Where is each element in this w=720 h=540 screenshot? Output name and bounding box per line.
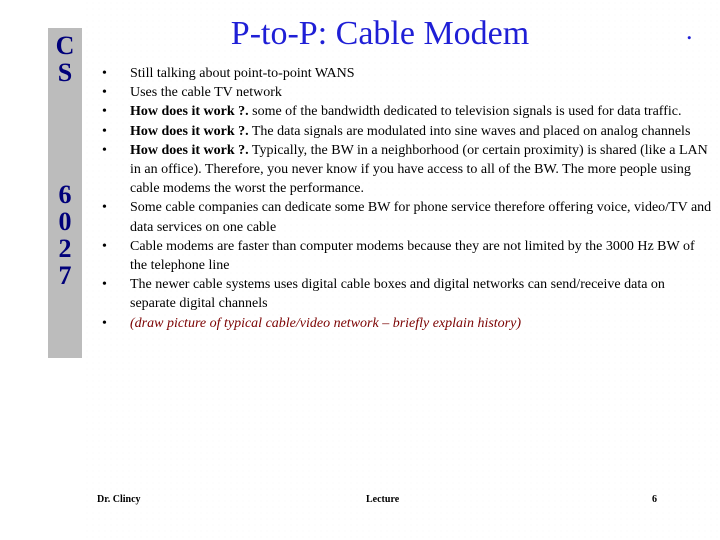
bullet-icon: •: [102, 66, 107, 81]
bullet-icon: •: [102, 104, 107, 120]
slide-title: P-to-P: Cable Modem: [230, 15, 530, 52]
bullet-text: The newer cable systems uses digital cable boxes and digital networks can send/receive data on separate digital channels: [130, 277, 665, 312]
bullet-item: [96, 83, 714, 102]
course-digit: 7: [58, 261, 72, 290]
course-digit: 2: [58, 234, 72, 263]
bullet-lead: How does it work ?.: [130, 104, 249, 120]
bullet-text: Still talking about point-to-point WANS: [130, 66, 355, 81]
bullet-text: Cable modems are faster than computer modems because they are not limited by the 3000 Hz BW of the telephone line: [130, 238, 695, 274]
bullet-text: The data signals are modulated into sine waves and placed on analog channels: [248, 123, 691, 139]
course-letter: C: [55, 31, 75, 60]
bullet-text: (draw picture of typical cable/video network – briefly explain history): [130, 315, 522, 331]
footer-label: Lecture: [366, 494, 400, 505]
corner-mark: .: [686, 16, 693, 45]
footer-author: Dr. Clincy: [97, 494, 141, 505]
bullet-item: [96, 314, 714, 333]
bullet-item: [96, 198, 714, 236]
bullet-icon: •: [102, 200, 107, 216]
bullet-item: [96, 237, 714, 275]
bullet-text: Some cable companies can dedicate some BW for phone service therefore offering voice, video/TV and data services on one cable: [130, 200, 712, 235]
bullet-icon: •: [102, 123, 107, 139]
bullet-text: some of the bandwidth dedicated to television signals is used for data traffic.: [248, 104, 682, 120]
course-digit: 6: [58, 180, 72, 209]
bullet-item: [96, 102, 714, 121]
course-letter: S: [57, 58, 73, 87]
bullet-item: [96, 141, 714, 199]
bullet-icon: •: [102, 85, 107, 101]
bullet-icon: •: [102, 142, 107, 158]
bullet-lead: How does it work ?.: [130, 123, 249, 139]
bullet-icon: •: [102, 238, 107, 254]
course-digit: 0: [58, 207, 72, 236]
bullet-text: Typically, the BW in a neighborhood (or certain proximity) is shared (like a LAN in an office). Therefore, you never know if you have access to all of the BW. The more people using cable modems the worst the performance.: [130, 142, 708, 197]
course-sidebar: [0, 0, 84, 540]
bullet-lead: How does it work ?.: [130, 142, 249, 158]
bullet-text: Uses the cable TV network: [130, 85, 282, 101]
bullet-item: [96, 64, 714, 83]
course-code: [48, 32, 82, 289]
bullet-item: [96, 122, 714, 141]
bullet-list: [96, 64, 714, 333]
bullet-item: [96, 275, 714, 313]
bullet-icon: •: [102, 277, 107, 293]
bullet-icon: •: [102, 315, 107, 331]
page-number: 6: [652, 494, 657, 505]
